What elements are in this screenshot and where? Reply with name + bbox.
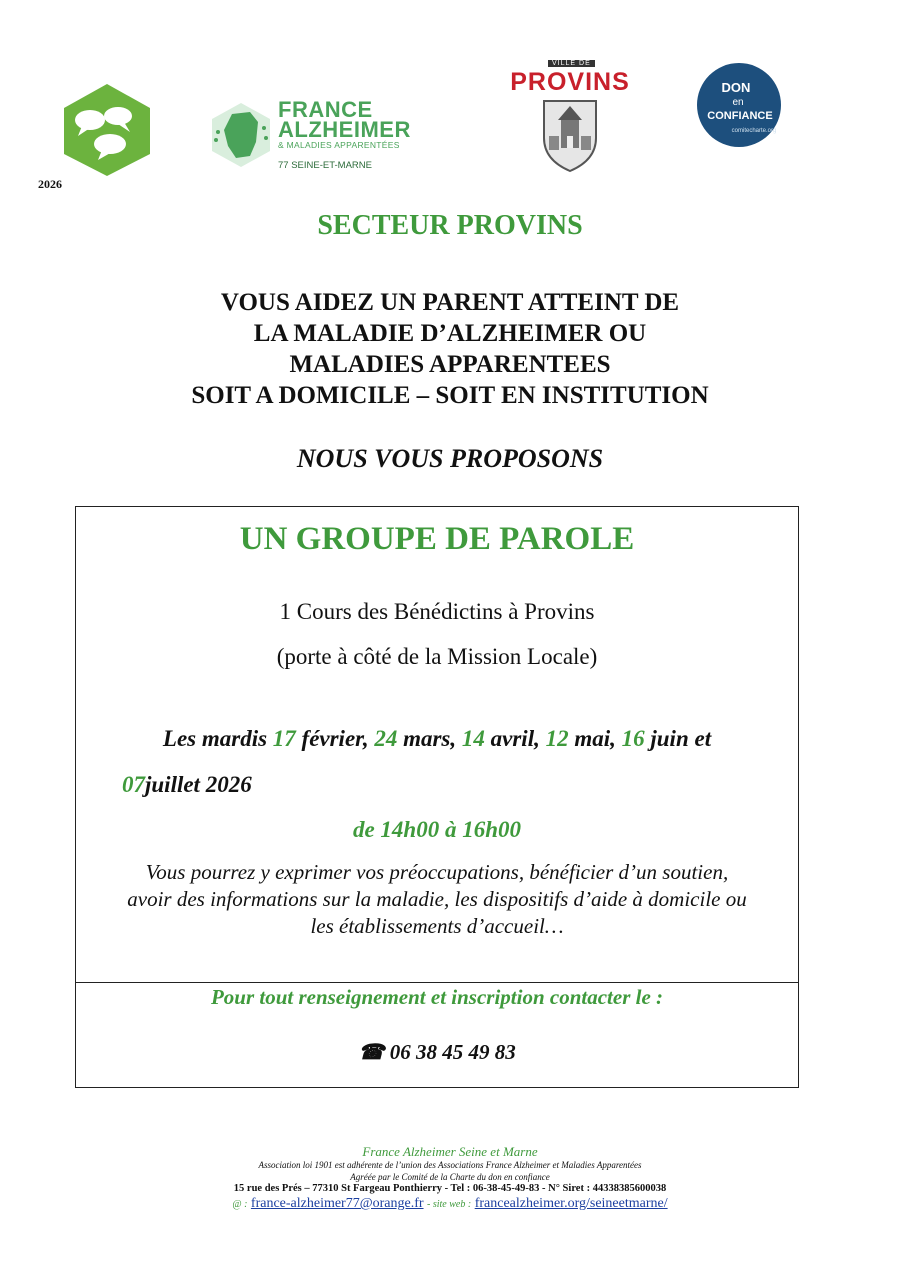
- footer-line-1: Association loi 1901 est adhérente de l’union des Associations France Alzheimer et Maladies Apparentées: [258, 1160, 642, 1170]
- website-label: - site web :: [427, 1199, 472, 1210]
- france-alzheimer-logo: [210, 97, 425, 175]
- intro-line: MALADIES APPARENTEES: [289, 351, 611, 378]
- don-site: comitecharte.org: [731, 128, 777, 134]
- date-month: mai,: [574, 726, 616, 751]
- year-label: 2026: [38, 177, 62, 191]
- date-day: 14: [461, 726, 485, 751]
- hours: de 14h00 à 16h00: [352, 817, 522, 842]
- dates-line-1: [76, 726, 798, 752]
- description-line: Vous pourrez y exprimer vos préoccupations, bénéficier d’un soutien,: [145, 860, 729, 884]
- don-en-confiance-logo: [696, 62, 782, 148]
- ville-de-provins-logo: [495, 60, 645, 175]
- description-line: avoir des informations sur la maladie, les dispositifs d’aide à domicile ou: [127, 887, 747, 911]
- date-day: 12: [545, 726, 569, 751]
- sector-title: SECTEUR PROVINS: [317, 210, 583, 241]
- date-month: mars,: [403, 726, 457, 751]
- group-heading: UN GROUPE DE PAROLE: [239, 521, 635, 557]
- address-line-1: 1 Cours des Bénédictins à Provins: [279, 599, 595, 624]
- date-day: 07: [122, 772, 145, 797]
- intro-line: SOIT A DOMICILE – SOIT EN INSTITUTION: [191, 382, 709, 409]
- description-line: les établissements d’accueil…: [310, 914, 564, 938]
- fa-logo-name: FRANCE ALZHEIMER: [278, 97, 411, 142]
- footer-links: [0, 1196, 900, 1212]
- description: [84, 859, 790, 940]
- dates-prefix: Les mardis: [162, 726, 268, 751]
- phone-line: [76, 1040, 798, 1065]
- date-month: juillet 2026: [145, 772, 252, 797]
- proposal-heading: NOUS VOUS PROPOSONS: [296, 444, 604, 473]
- date-month: avril,: [490, 726, 540, 751]
- email-label: @ :: [232, 1199, 248, 1210]
- footer-org: France Alzheimer Seine et Marne: [362, 1144, 538, 1159]
- crest-icon: [541, 98, 599, 173]
- contact-label: Pour tout renseignement et inscription contacter le :: [210, 985, 664, 1009]
- date-day: 24: [374, 726, 398, 751]
- ville-label: VILLE DE: [548, 60, 595, 67]
- fa-logo-department: 77 SEINE-ET-MARNE: [278, 160, 372, 171]
- don-line3: CONFIANCE: [707, 110, 773, 122]
- address-line-2: (porte à côté de la Mission Locale): [276, 644, 598, 669]
- footer-line-3: 15 rue des Prés – 77310 St Fargeau Ponthierry - Tel : 06-38-45-49-83 - N° Siret : 44338385600038: [233, 1183, 667, 1194]
- info-box: [75, 506, 799, 1088]
- website-link[interactable]: francealzheimer.org/seineetmarne/: [474, 1196, 668, 1211]
- don-line2: en: [732, 97, 744, 108]
- france-map-icon: [210, 102, 272, 168]
- fa-logo-subtitle: & MALADIES APPARENTÉES: [278, 140, 400, 150]
- phone-icon: ☎: [358, 1040, 385, 1064]
- date-month: février,: [301, 726, 369, 751]
- phone-number: 06 38 45 49 83: [389, 1040, 516, 1064]
- don-line1: DON: [721, 80, 751, 95]
- speech-bubbles-logo: [60, 82, 154, 178]
- provins-wordmark: PROVINS: [510, 68, 630, 96]
- intro-line: LA MALADIE D’ALZHEIMER OU: [253, 320, 647, 347]
- dates-line-2: [122, 772, 522, 798]
- intro-block: [0, 287, 900, 411]
- intro-line: VOUS AIDEZ UN PARENT ATTEINT DE: [220, 289, 680, 316]
- date-day: 17: [272, 726, 296, 751]
- email-link[interactable]: france-alzheimer77@orange.fr: [250, 1196, 424, 1211]
- date-day: 16: [621, 726, 645, 751]
- footer-line-2: Agréée par le Comité de la Charte du don en confiance: [350, 1172, 550, 1182]
- box-divider: [76, 982, 798, 983]
- date-month: juin et: [650, 726, 712, 751]
